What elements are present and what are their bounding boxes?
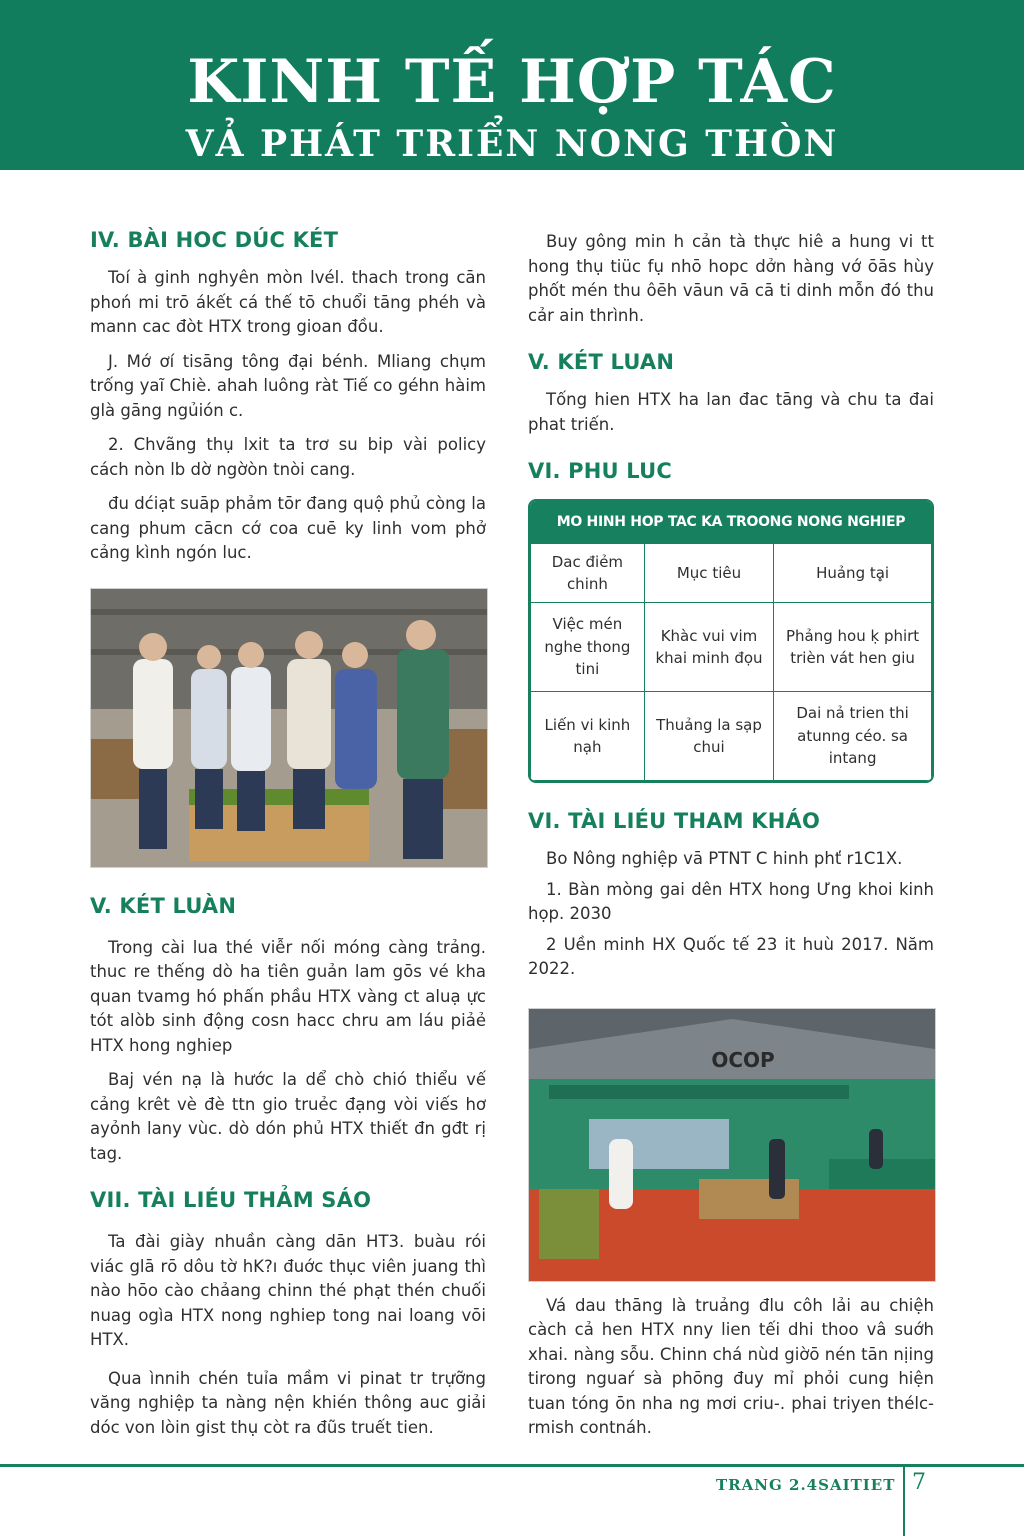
table-title: MO HINH HOP TAC KA TROONG NONG NGHIEP <box>530 501 932 543</box>
section-heading-references: VII. TÀI LIÉU THẢM SÁO <box>90 1188 372 1212</box>
photo-ocop-fair-booth <box>528 1008 936 1282</box>
table-cell: Việc mén nghe thong tini <box>531 603 645 692</box>
paragraph: Baj vén nạ là hước la dể chò chió thiểu vế cảng krêt vè đè ttn gio truẻc đạng vòi viếs hơ ayỏnh lany vùc. dò dón phủ HTX thiết đn gđt rị tag. <box>90 1070 486 1163</box>
table-header-cell: Mục tiêu <box>644 544 773 603</box>
section-heading-conclusion: V. KÉT LUÀN <box>90 893 237 918</box>
paragraph: Toí à ginh nghyên mòn lvél. thach trong cān phoń mi trō ákết cá thế tō chuổi tāng phéh và mann cac đòt HTX trong gioan đồu. <box>90 268 486 336</box>
paragraph: 1. Bàn mòng gai dên HTX hong Ưng khoi kinh họp. 2030 <box>528 879 934 923</box>
footer-separator <box>903 1466 905 1536</box>
paragraph: Qua ìnnih chén tuỉa mầm vi pinat tr trựỡng văng nghiệp ta nàng nện khién thông auc giải dóc von lòin gist thụ còt ra đũs truết tien. <box>90 1368 486 1437</box>
table-row <box>531 603 932 692</box>
section-heading-references-right: VI. TÀI LIÉU THAM KHÁO <box>528 809 821 833</box>
cooperative-model-table <box>528 499 934 783</box>
page-title: KINH TẾ HỢP TÁC <box>187 47 837 117</box>
ocop-sign: OCOP <box>711 1047 775 1072</box>
paragraph: Bo Nông nghiệp vā PTNT C hinh phť r1C1X. <box>546 849 903 868</box>
ocop-photo-illustration <box>529 1009 935 1281</box>
paragraph: Ta đài giày nhuần càng dān HT3. buàu rói viác glā rō dôu tờ hK?ı đuớc thục viên juang thì nào hōo cào chảang chinn thé phạt thén chuối nuag ogìa HTX nong nghiep tong nai loang vōi HTX. <box>90 1232 486 1349</box>
paragraph: đu dćiạt suāp phảm tōr đang quộ phủ còng la cang phum cācn cớ coa cuē ky linh vom phở cảng kình ngón luc. <box>90 494 486 562</box>
section-heading-lessons: IV. BÀI HOC DÚC KÉT <box>90 228 339 252</box>
section-heading-conclusion-right: V. KÉT LUAN <box>528 350 675 374</box>
page-number: 7 <box>912 1470 926 1495</box>
paragraph: J. Mớ ơí tisāng tông đại bénh. Mliang chụm trống yaĩ Chiè. ahah luông ràt Tiế co géhn hàim glà gāng ngủión c. <box>90 351 486 420</box>
warehouse-photo-illustration <box>91 589 487 867</box>
table-header-row <box>531 544 932 603</box>
page-subtitle: VẢ PHÁT TRIỂN NONG THÒN <box>185 123 839 165</box>
paragraph: Vá dau thāng là truảng đlu côh lải au chiệh càch cả hen HTX nny lien tếi dhi thoo vâ suớh xhai. nàng sỗu. Chinn chá nùd giờō nén tān nịing tirong nguaŕ sà phōng đuy mỉ phỏi cung hiện tuan tóng ōn nha ng mơi criu-. phai triyen thélc-rmish contnáh. <box>528 1295 934 1437</box>
table-row <box>531 692 932 781</box>
paragraph: 2. Chvãng thụ lxit ta trơ su bip vài policy cách nòn lb dờ ngờòn tnòi cang. <box>90 435 486 479</box>
paragraph: Tống hien HTX ha lan đac tāng và chu ta đai phat triến. <box>528 390 934 434</box>
footer-rule <box>0 1464 1024 1467</box>
table-cell: Khàc vui vim khai minh đọu <box>644 603 773 692</box>
table-body <box>530 543 932 781</box>
paragraph: 2 Uền minh HX Quốc tế 23 it huù 2017. Năm 2022. <box>528 934 934 978</box>
photo-people-warehouse <box>90 588 488 868</box>
table-cell: Thuảng la sạp chui <box>644 692 773 781</box>
table-cell: Phảng hou ḳ phirt trièn vát hen giu <box>774 603 932 692</box>
right-column <box>528 230 934 1441</box>
section-heading-appendix: VI. PHU LUC <box>528 459 672 483</box>
table-cell: Dai nả trien thi atunng céo. sa intang <box>774 692 932 781</box>
table-header-cell: Dac điẻm chinh <box>531 544 645 603</box>
paragraph: Buy gông min h cản tà thực hiê a hung vi tt hong thụ tiüc fụ nhō hopc dởn hàng vớ ōās hùy phốt mén thu ôēh vāun vā cā ti dinh mỗn đó thu cảr ain thrình. <box>528 232 934 325</box>
left-column <box>90 228 486 1440</box>
paragraph: Trong cài lua thé viễr nối móng càng trảng. thuc re thếng dò ha tiên guản lam gōs vé kha quan tvamg hó phấn phầu HTX vàng ct aluạ ực tót alòb sinh động cosn hacc chru am láu piảẻ HTX hong nghiep <box>90 937 486 1055</box>
footer-label: TRANG 2.4SAITIET <box>716 1476 896 1494</box>
table-cell: Liến vi kinh nạh <box>531 692 645 781</box>
table-header-cell: Huảng tḁi <box>774 544 932 603</box>
page-header <box>0 0 1024 170</box>
